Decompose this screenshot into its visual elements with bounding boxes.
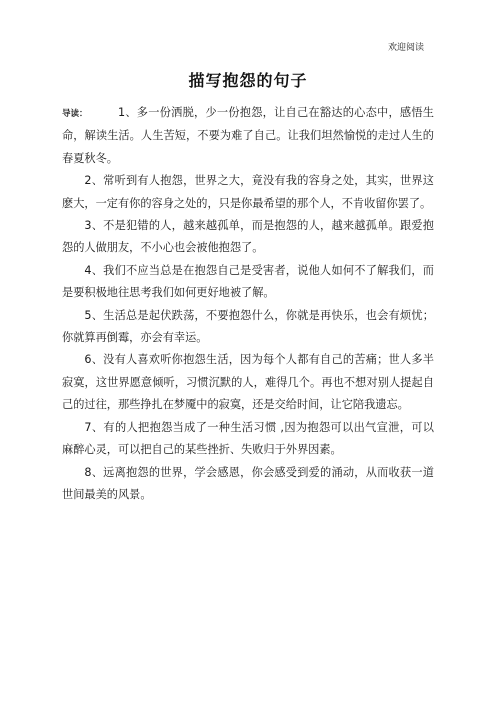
page-title: 描写抱怨的句子 (188, 71, 308, 90)
paragraph-4: 4、我们不应当总是在抱怨自己是受害者，说他人如何不了解我们，而是要积极地往思考我们如何更好地被了解。 (62, 263, 434, 300)
paragraph-6: 6、没有人喜欢听你抱怨生活，因为每个人都有自己的苦痛；世人多半寂寞，这世界愿意倾听，习惯沉默的人，难得几个。再也不想对别人提起自己的过往，那些挣扎在梦魇中的寂寞，还是交给时间，让它陪我遗忘。 (62, 353, 434, 412)
article-body (62, 102, 434, 506)
paragraph-3: 3、不是犯错的人，越来越孤单，而是抱怨的人，越来越孤单。跟爱抱怨的人做朋友，不小心也会被他抱怨了。 (62, 219, 434, 255)
paragraph-5: 5、生活总是起伏跌荡，不要抱怨什么，你就是再快乐，也会有烦忧；你就算再倒霉，亦会有幸运。 (62, 308, 434, 345)
paragraph-1 (62, 102, 434, 170)
paragraph-8: 8、远离抱怨的世界，学会感恩，你会感受到爱的涌动，从而收获一道世间最美的风景。 (62, 465, 434, 501)
lead-label: 导读： (62, 109, 88, 119)
header-note: 欢迎阅读 (387, 43, 424, 53)
paragraph-2: 2、常听到有人抱怨，世界之大，竟没有我的容身之处，其实，世界这麽大，一定有你的容身之处的，只是你最希望的那个人，不肯收留你罢了。 (62, 174, 434, 210)
paragraph-7: 7、有的人把抱怨当成了一种生活习惯 ,因为抱怨可以出气宣泄，可以麻醉心灵，可以把自己的某些挫折、失败归于外界因素。 (62, 420, 434, 457)
paragraph-text: 1、多一份洒脱，少一份抱怨，让自己在豁达的心态中，感悟生命，解读生活。人生苦短，不要为难了自己。让我们坦然愉悦的走过人生的春夏秋冬。 (62, 106, 434, 165)
